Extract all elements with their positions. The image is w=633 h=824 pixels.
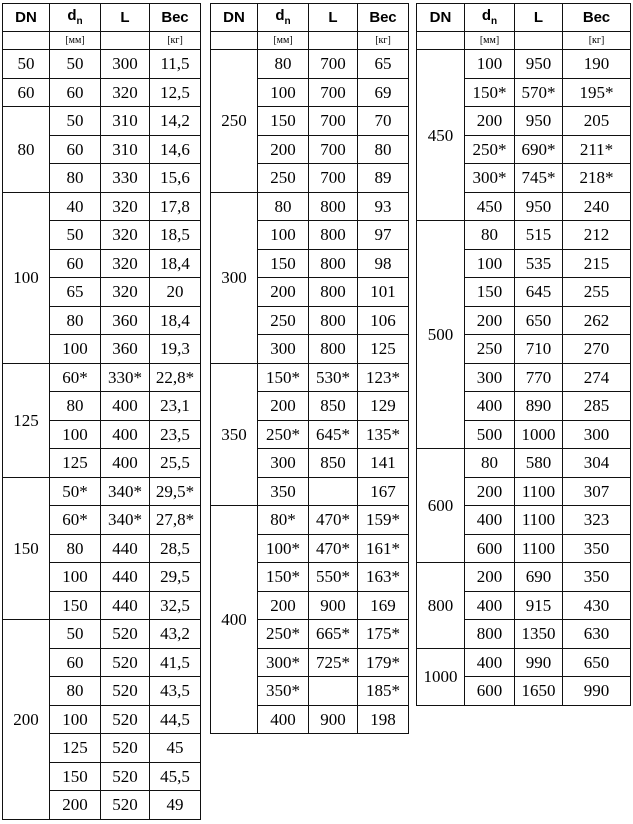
length-cell: 800 (309, 278, 358, 307)
weight-cell: 29,5* (150, 477, 201, 506)
dn-group-cell: 100 (3, 192, 50, 363)
weight-cell: 23,1 (150, 392, 201, 421)
dn-nozzle-cell: 250 (258, 164, 309, 193)
dn-nozzle-cell: 400 (465, 506, 515, 535)
dn-nozzle-cell: 65 (50, 278, 101, 307)
header-d-base: d (481, 7, 492, 24)
length-cell: 360 (101, 335, 150, 364)
header-d-base: d (67, 7, 77, 24)
units-mm: [мм] (50, 32, 101, 50)
dn-nozzle-cell: 200 (258, 278, 309, 307)
weight-cell: 205 (563, 107, 631, 136)
length-cell: 665* (309, 620, 358, 649)
dn-nozzle-cell: 200 (465, 107, 515, 136)
weight-cell: 17,8 (150, 192, 201, 221)
dn-nozzle-cell: 400 (465, 392, 515, 421)
length-cell: 1350 (515, 620, 563, 649)
weight-cell: 169 (358, 591, 409, 620)
length-cell: 520 (101, 734, 150, 763)
weight-cell: 97 (358, 221, 409, 250)
length-cell: 400 (101, 420, 150, 449)
dn-nozzle-cell: 80 (50, 534, 101, 563)
weight-cell: 215 (563, 249, 631, 278)
units-mm: [мм] (258, 32, 309, 50)
weight-cell: 80 (358, 135, 409, 164)
length-cell: 520 (101, 620, 150, 649)
weight-cell: 350 (563, 563, 631, 592)
dn-nozzle-cell: 100 (50, 420, 101, 449)
weight-cell: 125 (358, 335, 409, 364)
dn-group-cell: 50 (3, 50, 50, 79)
length-cell: 470* (309, 534, 358, 563)
dn-nozzle-cell: 250* (258, 420, 309, 449)
dn-nozzle-cell: 250* (258, 620, 309, 649)
weight-cell: 41,5 (150, 648, 201, 677)
length-cell: 310 (101, 107, 150, 136)
weight-cell: 135* (358, 420, 409, 449)
weight-cell: 70 (358, 107, 409, 136)
length-cell: 1100 (515, 506, 563, 535)
length-cell: 915 (515, 591, 563, 620)
length-cell: 950 (515, 107, 563, 136)
weight-cell: 20 (150, 278, 201, 307)
dn-nozzle-cell: 125 (50, 734, 101, 763)
header-length: L (101, 4, 150, 32)
weight-cell: 43,2 (150, 620, 201, 649)
units-empty (417, 32, 465, 50)
dn-nozzle-cell: 200 (258, 135, 309, 164)
units-kg: [кг] (150, 32, 201, 50)
dn-group-cell: 300 (211, 192, 258, 363)
length-cell: 700 (309, 107, 358, 136)
length-cell: 570* (515, 78, 563, 107)
table-row (211, 363, 409, 392)
dn-nozzle-cell: 350 (258, 477, 309, 506)
weight-cell: 98 (358, 249, 409, 278)
dn-group-cell: 450 (417, 50, 465, 221)
dn-nozzle-cell: 100 (465, 249, 515, 278)
length-cell: 470* (309, 506, 358, 535)
dn-nozzle-cell: 600 (465, 534, 515, 563)
length-cell: 700 (309, 78, 358, 107)
dn-group-cell: 800 (417, 563, 465, 649)
dn-nozzle-cell: 150 (258, 249, 309, 278)
weight-cell: 630 (563, 620, 631, 649)
dn-nozzle-cell: 400 (258, 705, 309, 734)
weight-cell: 43,5 (150, 677, 201, 706)
dn-nozzle-cell: 400 (465, 648, 515, 677)
weight-cell: 123* (358, 363, 409, 392)
dn-nozzle-cell: 50 (50, 620, 101, 649)
dn-nozzle-cell: 80 (465, 449, 515, 478)
header-weight: Вес (150, 4, 201, 32)
length-cell: 950 (515, 192, 563, 221)
dn-nozzle-cell: 500 (465, 420, 515, 449)
dn-nozzle-cell: 80 (50, 677, 101, 706)
weight-cell: 270 (563, 335, 631, 364)
dn-nozzle-cell: 150 (50, 762, 101, 791)
weight-cell: 12,5 (150, 78, 201, 107)
weight-cell: 23,5 (150, 420, 201, 449)
weight-cell: 350 (563, 534, 631, 563)
dn-nozzle-cell: 100* (258, 534, 309, 563)
weight-cell: 69 (358, 78, 409, 107)
table-row (417, 648, 631, 677)
table-row (211, 506, 409, 535)
length-cell: 520 (101, 677, 150, 706)
length-cell: 800 (309, 306, 358, 335)
dn-nozzle-cell: 100 (465, 50, 515, 79)
dn-nozzle-cell: 100 (50, 563, 101, 592)
header-length: L (515, 4, 563, 32)
length-cell: 800 (309, 192, 358, 221)
table-column-3 (416, 3, 631, 706)
table-row (3, 192, 201, 221)
dn-group-cell: 80 (3, 107, 50, 193)
dn-nozzle-cell: 150* (258, 363, 309, 392)
length-cell: 320 (101, 78, 150, 107)
weight-cell: 212 (563, 221, 631, 250)
length-cell: 310 (101, 135, 150, 164)
dn-nozzle-cell: 300 (258, 449, 309, 478)
dn-nozzle-cell: 125 (50, 449, 101, 478)
dn-nozzle-cell: 150 (258, 107, 309, 136)
table-column-1 (2, 3, 201, 820)
length-cell: 850 (309, 449, 358, 478)
weight-cell: 240 (563, 192, 631, 221)
length-cell: 800 (309, 335, 358, 364)
weight-cell: 304 (563, 449, 631, 478)
units-row (3, 32, 201, 50)
length-cell: 320 (101, 192, 150, 221)
table-row (417, 449, 631, 478)
weight-cell: 44,5 (150, 705, 201, 734)
length-cell: 700 (309, 135, 358, 164)
length-cell: 1000 (515, 420, 563, 449)
length-cell: 330* (101, 363, 150, 392)
length-cell (309, 677, 358, 706)
dn-nozzle-cell: 60 (50, 648, 101, 677)
length-cell: 520 (101, 791, 150, 820)
weight-cell: 323 (563, 506, 631, 535)
weight-cell: 101 (358, 278, 409, 307)
length-cell: 710 (515, 335, 563, 364)
weight-cell: 22,8* (150, 363, 201, 392)
length-cell: 770 (515, 363, 563, 392)
weight-cell: 27,8* (150, 506, 201, 535)
units-empty (101, 32, 150, 50)
dn-nozzle-cell: 150* (258, 563, 309, 592)
units-empty (211, 32, 258, 50)
dn-group-cell: 60 (3, 78, 50, 107)
weight-cell: 18,4 (150, 306, 201, 335)
length-cell: 340* (101, 506, 150, 535)
length-cell: 800 (309, 221, 358, 250)
dn-group-cell: 600 (417, 449, 465, 563)
dn-nozzle-cell: 80 (50, 392, 101, 421)
length-cell: 515 (515, 221, 563, 250)
length-cell: 340* (101, 477, 150, 506)
dn-nozzle-cell: 450 (465, 192, 515, 221)
weight-cell: 129 (358, 392, 409, 421)
dn-nozzle-cell: 200 (258, 392, 309, 421)
header-dn: DN (417, 4, 465, 32)
table-row (3, 50, 201, 79)
units-mm: [мм] (465, 32, 515, 50)
weight-cell: 167 (358, 477, 409, 506)
header-d-subscript: n (284, 16, 291, 27)
header-dn: DN (3, 4, 50, 32)
weight-cell: 262 (563, 306, 631, 335)
weight-cell: 159* (358, 506, 409, 535)
length-cell: 320 (101, 221, 150, 250)
weight-cell: 106 (358, 306, 409, 335)
weight-cell: 175* (358, 620, 409, 649)
weight-cell: 45,5 (150, 762, 201, 791)
length-cell: 900 (309, 591, 358, 620)
dn-nozzle-cell: 50* (50, 477, 101, 506)
dn-group-cell: 125 (3, 363, 50, 477)
weight-cell: 18,4 (150, 249, 201, 278)
units-empty (3, 32, 50, 50)
dn-nozzle-cell: 40 (50, 192, 101, 221)
header-d-subscript: n (76, 16, 83, 27)
dn-nozzle-cell: 400 (465, 591, 515, 620)
header-dn-diameter (465, 4, 515, 32)
weight-cell: 274 (563, 363, 631, 392)
table-row (3, 107, 201, 136)
length-cell: 950 (515, 50, 563, 79)
dn-nozzle-cell: 60 (50, 249, 101, 278)
table-row (417, 221, 631, 250)
header-row (211, 4, 409, 32)
weight-cell: 14,6 (150, 135, 201, 164)
dn-nozzle-cell: 50 (50, 50, 101, 79)
table-body-1 (3, 4, 201, 820)
weight-cell: 19,3 (150, 335, 201, 364)
header-row (417, 4, 631, 32)
header-weight: Вес (358, 4, 409, 32)
length-cell: 800 (309, 249, 358, 278)
dn-group-cell: 350 (211, 363, 258, 506)
length-cell: 890 (515, 392, 563, 421)
table-row (3, 477, 201, 506)
weight-cell: 190 (563, 50, 631, 79)
length-cell: 400 (101, 449, 150, 478)
dn-group-cell: 150 (3, 477, 50, 620)
weight-cell: 29,5 (150, 563, 201, 592)
length-cell: 690* (515, 135, 563, 164)
dn-nozzle-cell: 250 (258, 306, 309, 335)
length-cell: 1100 (515, 534, 563, 563)
weight-cell: 307 (563, 477, 631, 506)
weight-cell: 195* (563, 78, 631, 107)
weight-cell: 185* (358, 677, 409, 706)
length-cell (309, 477, 358, 506)
dn-nozzle-cell: 150 (465, 278, 515, 307)
dn-nozzle-cell: 300 (258, 335, 309, 364)
dn-nozzle-cell: 200 (50, 791, 101, 820)
dn-nozzle-cell: 250 (465, 335, 515, 364)
dn-nozzle-cell: 600 (465, 677, 515, 706)
length-cell: 1650 (515, 677, 563, 706)
units-empty (309, 32, 358, 50)
length-cell: 535 (515, 249, 563, 278)
dn-nozzle-cell: 200 (258, 591, 309, 620)
table-row (211, 192, 409, 221)
length-cell: 580 (515, 449, 563, 478)
length-cell: 320 (101, 278, 150, 307)
length-cell: 900 (309, 705, 358, 734)
weight-cell: 650 (563, 648, 631, 677)
length-cell: 645 (515, 278, 563, 307)
weight-cell: 990 (563, 677, 631, 706)
weight-cell: 211* (563, 135, 631, 164)
weight-cell: 161* (358, 534, 409, 563)
weight-cell: 198 (358, 705, 409, 734)
length-cell: 300 (101, 50, 150, 79)
length-cell: 520 (101, 705, 150, 734)
dn-nozzle-cell: 80 (258, 192, 309, 221)
length-cell: 520 (101, 762, 150, 791)
weight-cell: 163* (358, 563, 409, 592)
length-cell: 440 (101, 563, 150, 592)
dn-nozzle-cell: 50 (50, 221, 101, 250)
length-cell: 320 (101, 249, 150, 278)
dn-nozzle-cell: 100 (258, 78, 309, 107)
weight-cell: 93 (358, 192, 409, 221)
header-dn: DN (211, 4, 258, 32)
dn-nozzle-cell: 200 (465, 563, 515, 592)
weight-cell: 89 (358, 164, 409, 193)
length-cell: 530* (309, 363, 358, 392)
weight-cell: 32,5 (150, 591, 201, 620)
units-row (211, 32, 409, 50)
dn-nozzle-cell: 80* (258, 506, 309, 535)
length-cell: 400 (101, 392, 150, 421)
units-kg: [кг] (358, 32, 409, 50)
length-cell: 440 (101, 591, 150, 620)
dn-nozzle-cell: 800 (465, 620, 515, 649)
table-row (417, 563, 631, 592)
weight-cell: 25,5 (150, 449, 201, 478)
dn-nozzle-cell: 100 (50, 705, 101, 734)
dn-nozzle-cell: 80 (50, 306, 101, 335)
weight-cell: 28,5 (150, 534, 201, 563)
dn-nozzle-cell: 80 (258, 50, 309, 79)
length-cell: 550* (309, 563, 358, 592)
table-column-2 (210, 3, 409, 734)
weight-cell: 218* (563, 164, 631, 193)
length-cell: 360 (101, 306, 150, 335)
dn-nozzle-cell: 100 (50, 335, 101, 364)
length-cell: 645* (309, 420, 358, 449)
table-body-2 (211, 4, 409, 734)
table-row (3, 363, 201, 392)
dn-nozzle-cell: 60* (50, 363, 101, 392)
length-cell: 725* (309, 648, 358, 677)
dn-nozzle-cell: 80 (465, 221, 515, 250)
dn-nozzle-cell: 60 (50, 135, 101, 164)
header-dn-diameter (50, 4, 101, 32)
dn-group-cell: 1000 (417, 648, 465, 705)
weight-cell: 14,2 (150, 107, 201, 136)
dn-nozzle-cell: 250* (465, 135, 515, 164)
header-length: L (309, 4, 358, 32)
dn-nozzle-cell: 80 (50, 164, 101, 193)
dn-nozzle-cell: 300* (465, 164, 515, 193)
dn-nozzle-cell: 300 (465, 363, 515, 392)
dn-nozzle-cell: 300* (258, 648, 309, 677)
length-cell: 1100 (515, 477, 563, 506)
header-row (3, 4, 201, 32)
dn-nozzle-cell: 200 (465, 477, 515, 506)
header-d-base: d (275, 7, 285, 24)
weight-cell: 141 (358, 449, 409, 478)
length-cell: 440 (101, 534, 150, 563)
length-cell: 990 (515, 648, 563, 677)
length-cell: 650 (515, 306, 563, 335)
header-dn-diameter (258, 4, 309, 32)
dn-nozzle-cell: 50 (50, 107, 101, 136)
length-cell: 330 (101, 164, 150, 193)
table-row (3, 620, 201, 649)
weight-cell: 45 (150, 734, 201, 763)
length-cell: 745* (515, 164, 563, 193)
weight-cell: 11,5 (150, 50, 201, 79)
units-row (417, 32, 631, 50)
dn-nozzle-cell: 350* (258, 677, 309, 706)
dn-nozzle-cell: 200 (465, 306, 515, 335)
weight-cell: 285 (563, 392, 631, 421)
length-cell: 520 (101, 648, 150, 677)
table-body-3 (417, 4, 631, 706)
length-cell: 700 (309, 164, 358, 193)
weight-cell: 49 (150, 791, 201, 820)
weight-cell: 15,6 (150, 164, 201, 193)
dn-nozzle-cell: 60 (50, 78, 101, 107)
units-empty (515, 32, 563, 50)
units-kg: [кг] (563, 32, 631, 50)
dn-nozzle-cell: 60* (50, 506, 101, 535)
dn-nozzle-cell: 150* (465, 78, 515, 107)
table-row (3, 78, 201, 107)
dn-group-cell: 400 (211, 506, 258, 734)
dn-group-cell: 500 (417, 221, 465, 449)
weight-cell: 430 (563, 591, 631, 620)
dn-nozzle-cell: 150 (50, 591, 101, 620)
header-weight: Вес (563, 4, 631, 32)
length-cell: 690 (515, 563, 563, 592)
table-row (417, 50, 631, 79)
weight-cell: 300 (563, 420, 631, 449)
weight-cell: 179* (358, 648, 409, 677)
length-cell: 700 (309, 50, 358, 79)
weight-cell: 255 (563, 278, 631, 307)
dn-nozzle-cell: 100 (258, 221, 309, 250)
dn-group-cell: 200 (3, 620, 50, 820)
weight-cell: 65 (358, 50, 409, 79)
weight-cell: 18,5 (150, 221, 201, 250)
table-row (211, 50, 409, 79)
dn-group-cell: 250 (211, 50, 258, 193)
header-d-subscript: n (491, 16, 498, 27)
length-cell: 850 (309, 392, 358, 421)
